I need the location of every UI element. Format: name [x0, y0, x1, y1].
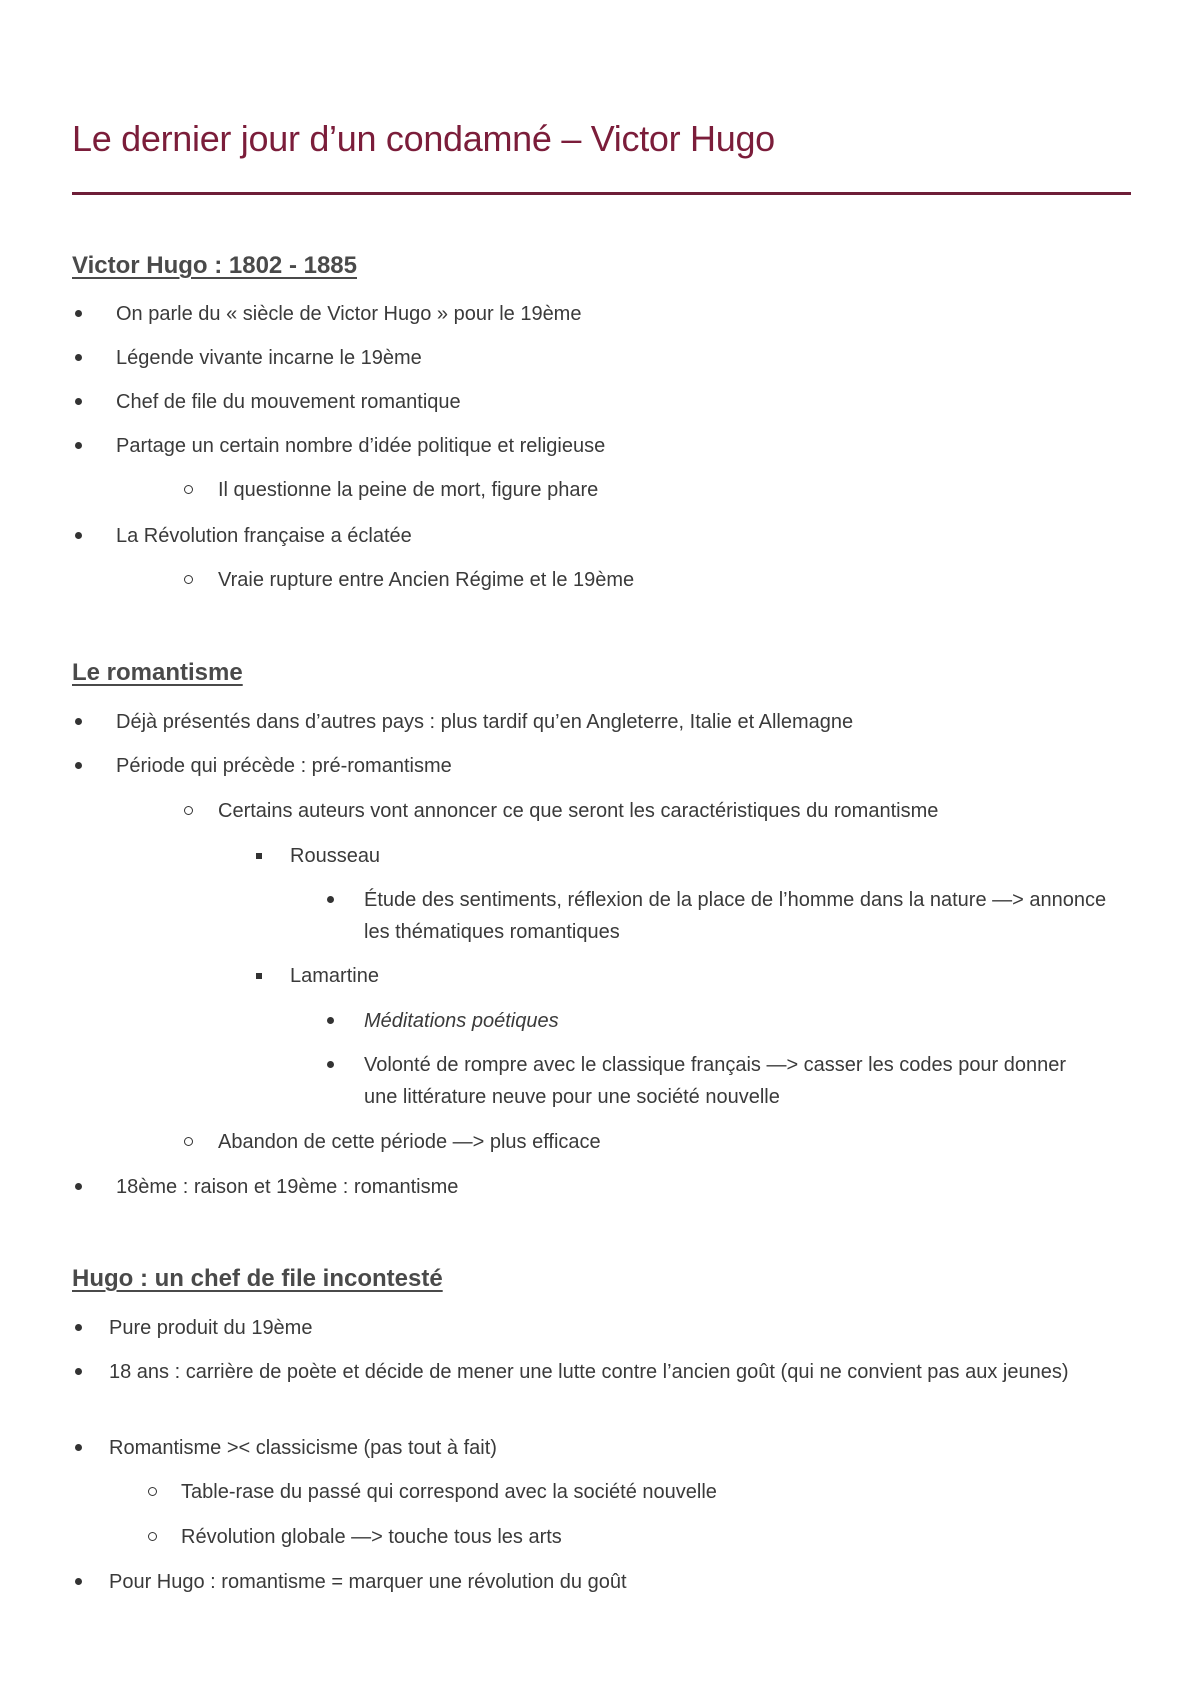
- list-item: La Révolution française a éclatée: [116, 520, 1116, 552]
- bullet-circle-icon: [148, 1532, 157, 1541]
- bullet-square-icon: [256, 853, 262, 859]
- list-item: Partage un certain nombre d’idée politique et religieuse: [116, 430, 1116, 462]
- list-item: Romantisme >< classicisme (pas tout à fait): [109, 1432, 1129, 1464]
- sub-sub-sub-list-item: Méditations poétiques: [364, 1005, 1124, 1037]
- list-item: Légende vivante incarne le 19ème: [116, 342, 1116, 374]
- bullet-dot-icon: [75, 532, 82, 539]
- sub-sub-sub-list-item: Étude des sentiments, réflexion de la place de l’homme dans la nature —> annonce les thématiques romantiques: [364, 884, 1124, 948]
- section-heading-victor-hugo: Victor Hugo : 1802 - 1885: [72, 252, 357, 279]
- sub-sub-list-item: Rousseau: [290, 840, 1120, 872]
- section-heading-romantisme: Le romantisme: [72, 659, 243, 686]
- bullet-dot-icon: [327, 1017, 334, 1024]
- bullet-dot-icon: [75, 1578, 82, 1585]
- sub-list-item: Abandon de cette période —> plus efficace: [218, 1126, 1128, 1158]
- list-item: On parle du « siècle de Victor Hugo » pour le 19ème: [116, 298, 1116, 330]
- bullet-circle-icon: [148, 1487, 157, 1496]
- list-item: Chef de file du mouvement romantique: [116, 386, 1116, 418]
- sub-sub-list-item: Lamartine: [290, 960, 1120, 992]
- sub-list-item: Révolution globale —> touche tous les arts: [181, 1521, 1131, 1553]
- list-item: Pure produit du 19ème: [109, 1312, 1129, 1344]
- bullet-dot-icon: [75, 1368, 82, 1375]
- sub-sub-sub-list-item: Volonté de rompre avec le classique français —> casser les codes pour donner une littérature neuve pour une société nouvelle: [364, 1049, 1104, 1113]
- sub-list-item: Certains auteurs vont annoncer ce que seront les caractéristiques du romantisme: [218, 795, 1128, 827]
- bullet-dot-icon: [75, 1183, 82, 1190]
- bullet-dot-icon: [75, 442, 82, 449]
- bullet-circle-icon: [184, 485, 193, 494]
- list-item: Déjà présentés dans d’autres pays : plus tardif qu’en Angleterre, Italie et Allemagne: [116, 706, 1126, 738]
- bullet-dot-icon: [75, 354, 82, 361]
- bullet-circle-icon: [184, 575, 193, 584]
- document-title: Le dernier jour d’un condamné – Victor Hugo: [72, 118, 775, 159]
- list-item: Période qui précède : pré-romantisme: [116, 750, 1126, 782]
- bullet-circle-icon: [184, 806, 193, 815]
- bullet-circle-icon: [184, 1137, 193, 1146]
- sub-list-item: Table-rase du passé qui correspond avec la société nouvelle: [181, 1476, 1131, 1508]
- bullet-dot-icon: [75, 718, 82, 725]
- bullet-dot-icon: [327, 1061, 334, 1068]
- bullet-dot-icon: [75, 1324, 82, 1331]
- list-item: 18ème : raison et 19ème : romantisme: [116, 1171, 1126, 1203]
- bullet-dot-icon: [75, 310, 82, 317]
- section-heading-chef-de-file: Hugo : un chef de file incontesté: [72, 1265, 443, 1292]
- bullet-dot-icon: [75, 1444, 82, 1451]
- sub-list-item: Il questionne la peine de mort, figure phare: [218, 474, 1118, 506]
- bullet-dot-icon: [75, 762, 82, 769]
- sub-list-item: Vraie rupture entre Ancien Régime et le 19ème: [218, 564, 1118, 596]
- list-item: 18 ans : carrière de poète et décide de mener une lutte contre l’ancien goût (qui ne convient pas aux jeunes): [109, 1356, 1129, 1388]
- list-item: Pour Hugo : romantisme = marquer une révolution du goût: [109, 1566, 1129, 1598]
- bullet-dot-icon: [75, 398, 82, 405]
- title-divider: [72, 192, 1131, 195]
- bullet-dot-icon: [327, 896, 334, 903]
- bullet-square-icon: [256, 973, 262, 979]
